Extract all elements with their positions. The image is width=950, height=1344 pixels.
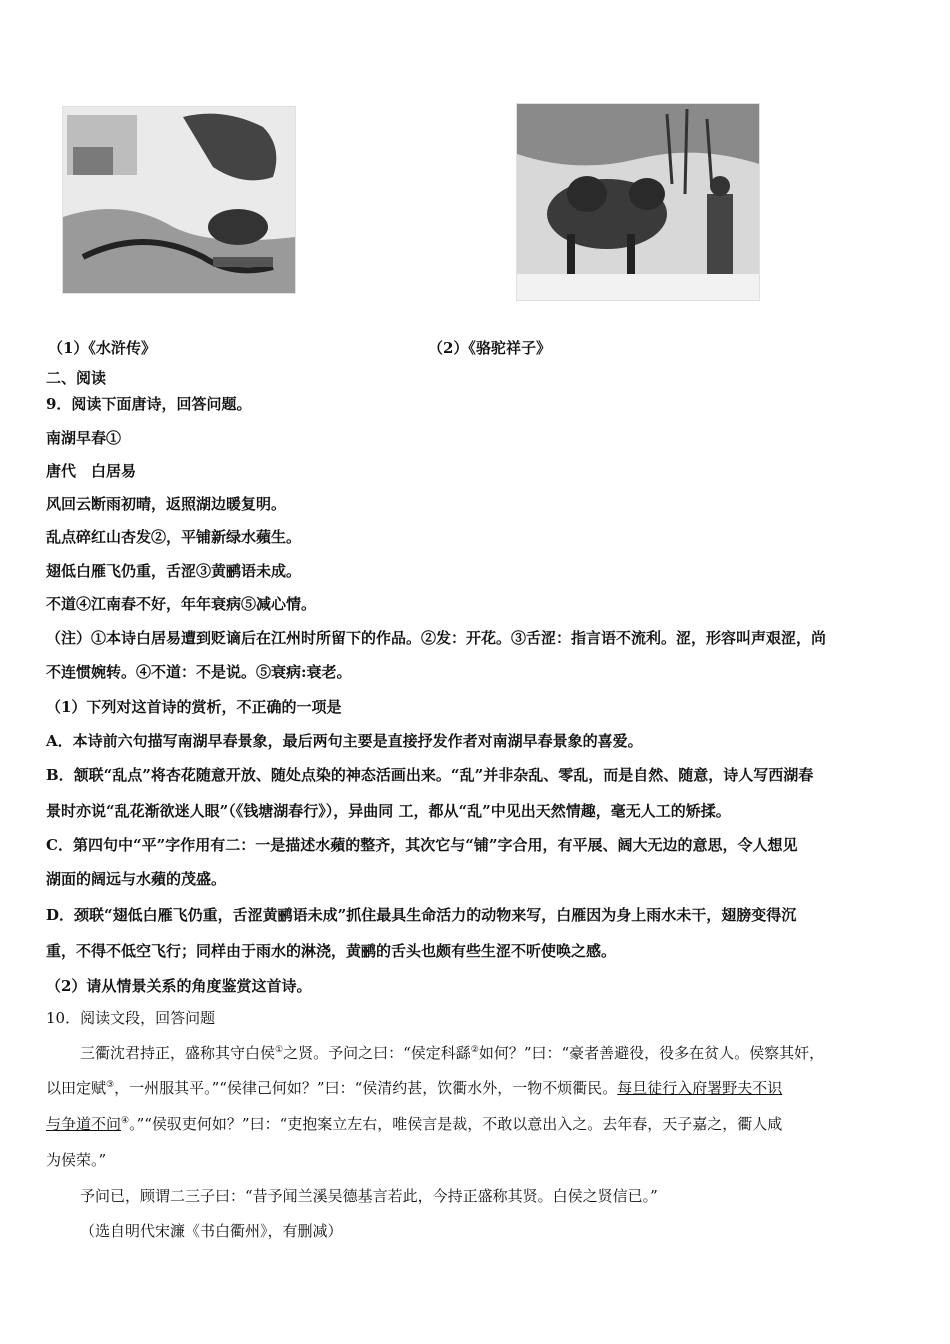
poem-line: 风回云断雨初晴，返照湖边暖复明。 (46, 495, 287, 513)
caption-water-margin: （1）《水浒传》 (48, 339, 156, 357)
passage-line: 为侯荣。” (46, 1151, 107, 1169)
option-a: A．本诗前六句描写南湖早春景象，最后两句主要是直接抒发作者对南湖早春景象的喜爱。 (46, 732, 643, 750)
poem-title: 南湖早春① (46, 429, 122, 447)
passage-source: （选自明代宋濂《书白衢州》，有删减） (80, 1222, 343, 1240)
poem-line: 翅低白雁飞仍重，舌涩③黄鹂语未成。 (46, 562, 302, 580)
option-b-cont: 景时亦说“乱花渐欲迷人眼”（《钱塘湖春行》），异曲同 工，都从“乱”中见出天然情趣，毫无人工的矫揉。 (46, 802, 731, 820)
underlined-sentence: 每旦徒行入府署野夫不识 (617, 1079, 783, 1097)
poem-line: 乱点碎红山杏发②，平铺新绿水蘋生。 (46, 528, 302, 546)
passage-line: 以田定赋③，一州服其平。”“侯律己何如？”曰：“侯清约甚，饮衢水外，一物不烦衢民。每旦徒行入府署野夫不识 (46, 1079, 783, 1097)
poem-line: 不道④江南春不好，年年衰病⑤减心情。 (46, 595, 317, 613)
q9-prompt: 9．阅读下面唐诗，回答问题。 (46, 395, 252, 413)
illustration-water-margin (62, 106, 296, 294)
poem-author: 唐代 白居易 (46, 462, 137, 480)
option-c-cont: 湖面的阔远与水蘋的茂盛。 (46, 870, 227, 888)
option-c: C．第四句中“平”字作用有二：一是描述水蘋的整齐，其次它与“铺”字合用，有平展、阔大无边的意思，令人想见 (46, 836, 798, 854)
passage-line: 三衢沈君持正，盛称其守白侯①之贤。予问之曰：“侯定科繇②如何？”曰：“豪者善避役，役多在贫人。侯察其奸， (80, 1044, 825, 1062)
poem-notes: （注）①本诗白居易遭到贬谪后在江州时所留下的作品。②发：开花。③舌涩：指言语不流利。涩，形容叫声艰涩，尚 (46, 629, 827, 647)
camel-scene-icon (517, 104, 759, 300)
passage-line: 与争道不问④。”“侯驭吏何如？”曰：“吏抱案立左右，唯侯言是裁，不敢以意出入之。去年春，天子嘉之，衢人咸 (46, 1115, 783, 1133)
q10-prompt: 10．阅读文段，回答问题 (46, 1009, 216, 1027)
caption-camel-xiangzi: （2）《骆驼祥子》 (428, 339, 551, 357)
illustration-camel-xiangzi (516, 103, 760, 301)
q9-sub2: （2）请从情景关系的角度鉴赏这首诗。 (46, 977, 312, 995)
underlined-sentence: 与争道不问 (46, 1115, 122, 1133)
option-d: D．颈联“翅低白雁飞仍重，舌涩黄鹂语未成”抓住最具生命活力的动物来写，白雁因为身上雨水未干，翅膀变得沉 (46, 906, 797, 924)
poem-notes: 不连惯婉转。④不道：不是说。⑤衰病:衰老。 (46, 663, 352, 681)
option-d-cont: 重，不得不低空飞行；同样由于雨水的淋浇，黄鹂的舌头也颇有些生涩不听使唤之感。 (46, 942, 617, 960)
passage-paragraph-2: 予问已，顾谓二三子曰：“昔予闻兰溪吴德基言若此，今持正盛称其贤。白侯之贤信已。” (80, 1187, 658, 1205)
woodcut-scene-icon (63, 107, 295, 293)
q9-sub1: （1）下列对这首诗的赏析，不正确的一项是 (46, 698, 342, 716)
section-title: 二、阅读 (46, 369, 107, 387)
option-b: B．颔联“乱点”将杏花随意开放、随处点染的神态活画出来。“乱”并非杂乱、零乱，而是自然、随意，诗人写西湖春 (46, 766, 814, 784)
